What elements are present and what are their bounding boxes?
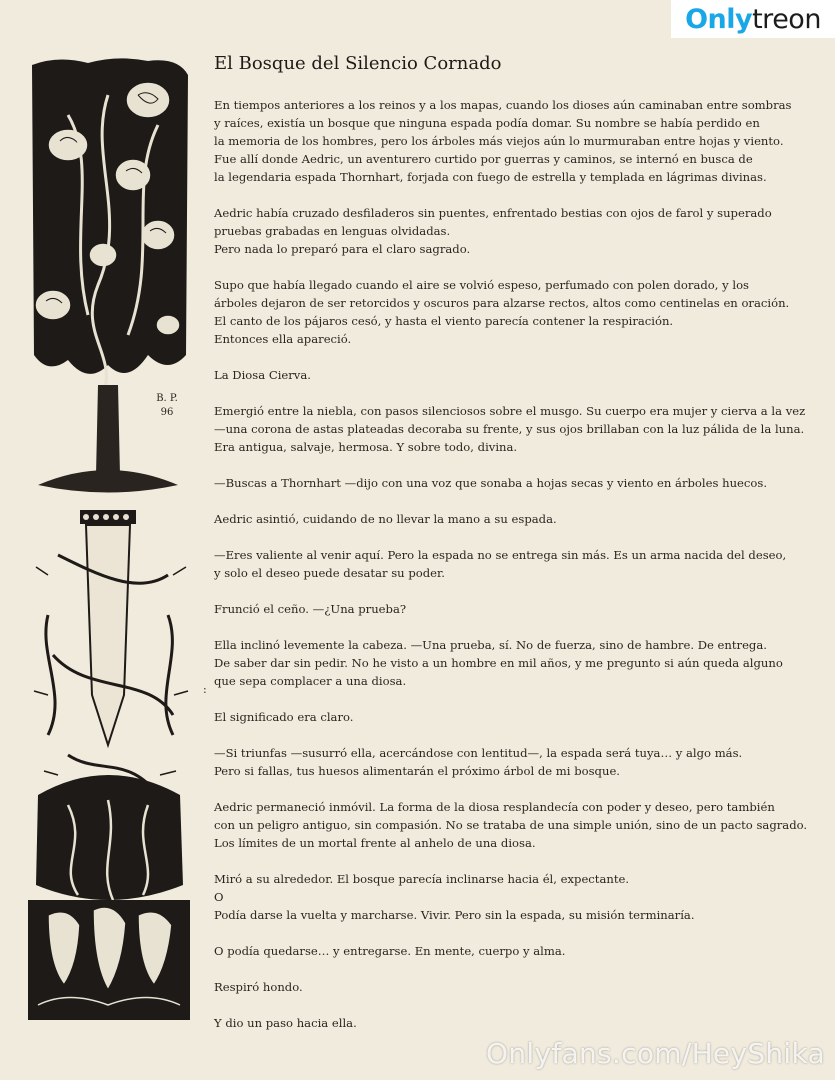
story-line: Era antigua, salvaje, hermosa. Y sobre todo, divina. xyxy=(214,440,518,454)
story-line: Y dio un paso hacia ella. xyxy=(214,1016,357,1030)
stray-mark: : xyxy=(203,683,207,696)
story-line: con un peligro antiguo, sin compasión. No se trataba de una simple unión, sino de un pacto sagrado. xyxy=(214,818,808,832)
story-paragraph xyxy=(214,510,824,528)
story-line: Aedric había cruzado desfiladeros sin puentes, enfrentado bestias con ojos de farol y superado xyxy=(214,206,772,220)
story-line: El canto de los pájaros cesó, y hasta el viento parecía contener la respiración. xyxy=(214,314,674,328)
story-line: Fue allí donde Aedric, un aventurero curtido por guerras y caminos, se internó en busca de xyxy=(214,152,753,166)
story-line: En tiempos anteriores a los reinos y a los mapas, cuando los dioses aún caminaban entre sombras xyxy=(214,98,792,112)
story-paragraph xyxy=(214,96,824,186)
story-line: —una corona de astas plateadas decoraba su frente, y sus ojos brillaban con la luz pálida de la luna. xyxy=(214,422,805,436)
story-line: Podía darse la vuelta y marcharse. Vivir. Pero sin la espada, su misión terminaría. xyxy=(214,908,695,922)
brand-only-text: Only xyxy=(685,3,753,35)
story-paragraph xyxy=(214,204,824,258)
story-line: Aedric asintió, cuidando de no llevar la mano a su espada. xyxy=(214,512,557,526)
story-line: Respiró hondo. xyxy=(214,980,303,994)
story-paragraph xyxy=(214,798,824,852)
story-line: Los límites de un mortal frente al anhelo de una diosa. xyxy=(214,836,536,850)
story-line: Emergió entre la niebla, con pasos silenciosos sobre el musgo. Su cuerpo era mujer y cierva a la vez xyxy=(214,404,806,418)
story-line: Supo que había llegado cuando el aire se volvió espeso, perfumado con polen dorado, y los xyxy=(214,278,749,292)
story-line: la memoria de los hombres, pero los árboles más viejos aún lo murmuraban entre hojas y viento. xyxy=(214,134,784,148)
story-line: Ella inclinó levemente la cabeza. —Una prueba, sí. No de fuerza, sino de hambre. De entrega. xyxy=(214,638,767,652)
story-line: —Si triunfas —susurró ella, acercándose con lentitud—, la espada será tuya… y algo más. xyxy=(214,746,743,760)
story-paragraph xyxy=(214,600,824,618)
story-line: la legendaria espada Thornhart, forjada con fuego de estrella y templada en lágrimas divinas. xyxy=(214,170,767,184)
story-line: —Eres valiente al venir aquí. Pero la espada no se entrega sin más. Es un arma nacida del deseo, xyxy=(214,548,787,562)
brand-watermark-logo xyxy=(671,0,835,38)
story-paragraph xyxy=(214,636,824,690)
story-line: pruebas grabadas en lenguas olvidadas. xyxy=(214,224,451,238)
story-paragraph xyxy=(214,1014,824,1032)
story-paragraph xyxy=(214,978,824,996)
story-line: Miró a su alrededor. El bosque parecía inclinarse hacia él, expectante. xyxy=(214,872,630,886)
story-line: La Diosa Cierva. xyxy=(214,368,311,382)
story-line: El significado era claro. xyxy=(214,710,354,724)
story-body xyxy=(214,96,824,1050)
brand-treon-text: treon xyxy=(752,3,821,35)
document-title: El Bosque del Silencio Cornado xyxy=(214,53,502,74)
story-paragraph xyxy=(214,546,824,582)
story-line: Frunció el ceño. —¿Una prueba? xyxy=(214,602,407,616)
story-line: De saber dar sin pedir. No he visto a un hombre en mil años, y me pregunto si aún queda alguno xyxy=(214,656,783,670)
illustration-signature: B. P. 96 xyxy=(156,393,178,418)
story-line: y raíces, existía un bosque que ninguna espada podía domar. Su nombre se había perdido en xyxy=(214,116,760,130)
story-paragraph xyxy=(214,474,824,492)
story-paragraph xyxy=(214,402,824,456)
story-paragraph xyxy=(214,942,824,960)
story-paragraph xyxy=(214,708,824,726)
story-paragraph xyxy=(214,366,824,384)
story-paragraph xyxy=(214,276,824,348)
story-line: árboles dejaron de ser retorcidos y oscuros para alzarse rectos, altos como centinelas en oración. xyxy=(214,296,790,310)
story-line: O xyxy=(214,890,224,904)
story-line: O podía quedarse… y entregarse. En mente, cuerpo y alma. xyxy=(214,944,566,958)
sword-and-roses-illustration xyxy=(28,55,190,1025)
story-line: Entonces ella apareció. xyxy=(214,332,352,346)
footer-watermark: Onlyfans.com/HeyShika xyxy=(486,1037,825,1070)
story-paragraph xyxy=(214,870,824,924)
story-line: —Buscas a Thornhart —dijo con una voz que sonaba a hojas secas y viento en árboles huecos. xyxy=(214,476,768,490)
story-line: y solo el deseo puede desatar su poder. xyxy=(214,566,445,580)
story-line: Aedric permaneció inmóvil. La forma de la diosa resplandecía con poder y deseo, pero también xyxy=(214,800,775,814)
story-line: Pero nada lo preparó para el claro sagrado. xyxy=(214,242,471,256)
story-line: que sepa complacer a una diosa. xyxy=(214,674,407,688)
story-paragraph xyxy=(214,744,824,780)
story-line: Pero si fallas, tus huesos alimentarán el próximo árbol de mi bosque. xyxy=(214,764,620,778)
